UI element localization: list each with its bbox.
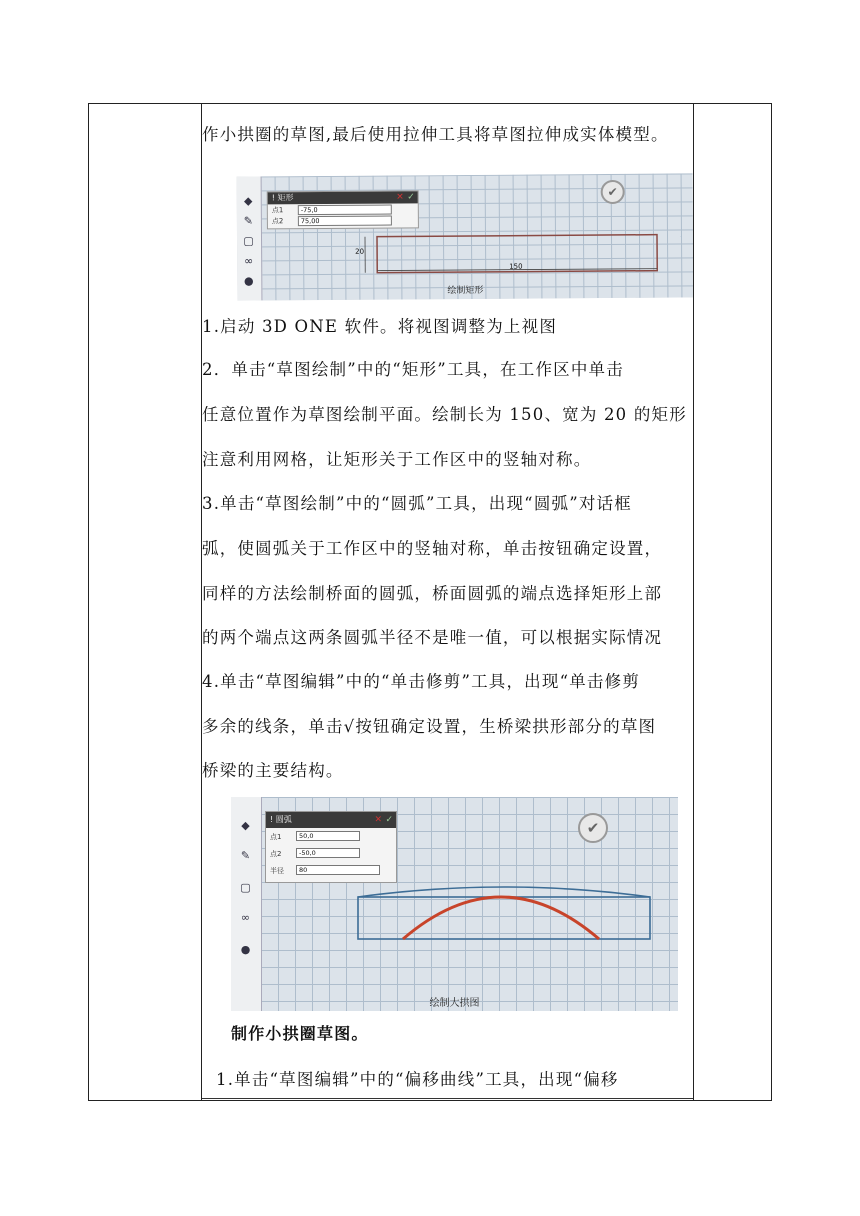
step-1: 1.启动 3D ONE 软件。将视图调整为上视图 bbox=[202, 317, 558, 336]
sketch-tool-icon[interactable]: ◆ bbox=[241, 819, 250, 832]
warning-icon: ! bbox=[270, 815, 274, 824]
field-label: 半径 bbox=[270, 867, 284, 875]
lesson-table bbox=[88, 103, 772, 1101]
field-label: 点1 bbox=[270, 833, 282, 841]
confirm-ok-icon[interactable]: ✔ bbox=[601, 180, 625, 204]
step-3-cont: 的两个端点这两条圆弧半径不是唯一值，可以根据实际情况 bbox=[202, 628, 663, 647]
point1-input[interactable]: 50,0 bbox=[296, 831, 360, 841]
figure-draw-rectangle bbox=[237, 173, 693, 300]
arch-sketch bbox=[231, 797, 678, 1011]
check-icon[interactable]: ✓ bbox=[385, 815, 393, 825]
bottom-rule bbox=[202, 1098, 693, 1099]
check-icon[interactable]: ✓ bbox=[407, 192, 415, 203]
close-icon[interactable]: ✕ bbox=[374, 815, 382, 825]
offset-step-1: 1.单击“草图编辑”中的“偏移曲线”工具，出现“偏移 bbox=[216, 1070, 619, 1089]
figure-caption: 绘制矩形 bbox=[447, 285, 484, 297]
pen-tool-icon[interactable]: ✎ bbox=[243, 214, 254, 228]
dimension-width-label: 150 bbox=[509, 262, 523, 271]
dialog-title: 矩形 bbox=[277, 193, 294, 203]
rectangle-tool-icon[interactable]: ▢ bbox=[240, 881, 251, 894]
rectangle-tool-icon[interactable]: ▢ bbox=[243, 234, 254, 248]
step-4: 4.单击“草图编辑”中的“单击修剪”工具，出现“单击修剪 bbox=[202, 672, 641, 691]
step-3-cont: 同样的方法绘制桥面的圆弧，桥面圆弧的端点选择矩形上部 bbox=[202, 584, 663, 603]
confirm-ok-icon[interactable]: ✔ bbox=[578, 813, 608, 843]
figure-caption: 绘制大拱图 bbox=[429, 998, 480, 1009]
warning-icon: ! bbox=[271, 193, 275, 203]
figure-draw-large-arch bbox=[231, 797, 678, 1011]
dimension-height-label: 20 bbox=[355, 247, 365, 256]
paragraph-intro: 作小拱圈的草图,最后使用拉伸工具将草图拉伸成实体模型。 bbox=[202, 125, 669, 144]
pen-tool-icon[interactable]: ✎ bbox=[240, 849, 251, 862]
step-3-cont: 弧，使圆弧关于工作区中的竖轴对称，单击按钮确定设置， bbox=[202, 539, 663, 558]
step-2: 2．单击“草图绘制”中的“矩形”工具，在工作区中单击 bbox=[202, 360, 624, 379]
point1-input[interactable]: -75,0 bbox=[298, 205, 392, 216]
step-4-cont: 桥梁的主要结构。 bbox=[202, 761, 344, 780]
link-tool-icon[interactable]: ∞ bbox=[240, 911, 251, 924]
sketch-rectangle bbox=[358, 897, 650, 939]
column-divider-right bbox=[693, 104, 694, 1100]
dialog-title: 圆弧 bbox=[275, 815, 292, 824]
step-2-cont: 注意利用网格，让矩形关于工作区中的竖轴对称。 bbox=[202, 450, 592, 469]
close-icon[interactable]: ✕ bbox=[396, 192, 404, 203]
field-label: 点2 bbox=[270, 850, 282, 858]
sketch-tool-icon[interactable]: ◆ bbox=[243, 194, 253, 208]
point2-input[interactable]: 75,00 bbox=[298, 216, 392, 227]
field-label: 点1 bbox=[271, 206, 284, 215]
step-2-cont: 任意位置作为草图绘制平面。绘制长为 150、宽为 20 的矩形 bbox=[202, 405, 687, 424]
cube-tool-icon[interactable]: ● bbox=[243, 274, 254, 288]
radius-input[interactable]: 80 bbox=[296, 865, 380, 875]
cube-tool-icon[interactable]: ● bbox=[240, 943, 251, 956]
step-3: 3.单击“草图绘制”中的“圆弧”工具，出现“圆弧”对话框 bbox=[202, 494, 632, 513]
field-label: 点2 bbox=[271, 217, 284, 226]
point2-input[interactable]: -50,0 bbox=[296, 848, 360, 858]
section-heading: 制作小拱圈草图。 bbox=[231, 1024, 369, 1043]
large-arch-arc bbox=[403, 897, 599, 939]
step-4-cont: 多余的线条，单击√按钮确定设置，生桥梁拱形部分的草图 bbox=[202, 717, 657, 736]
link-tool-icon[interactable]: ∞ bbox=[244, 254, 254, 268]
content-cell bbox=[202, 104, 693, 1100]
